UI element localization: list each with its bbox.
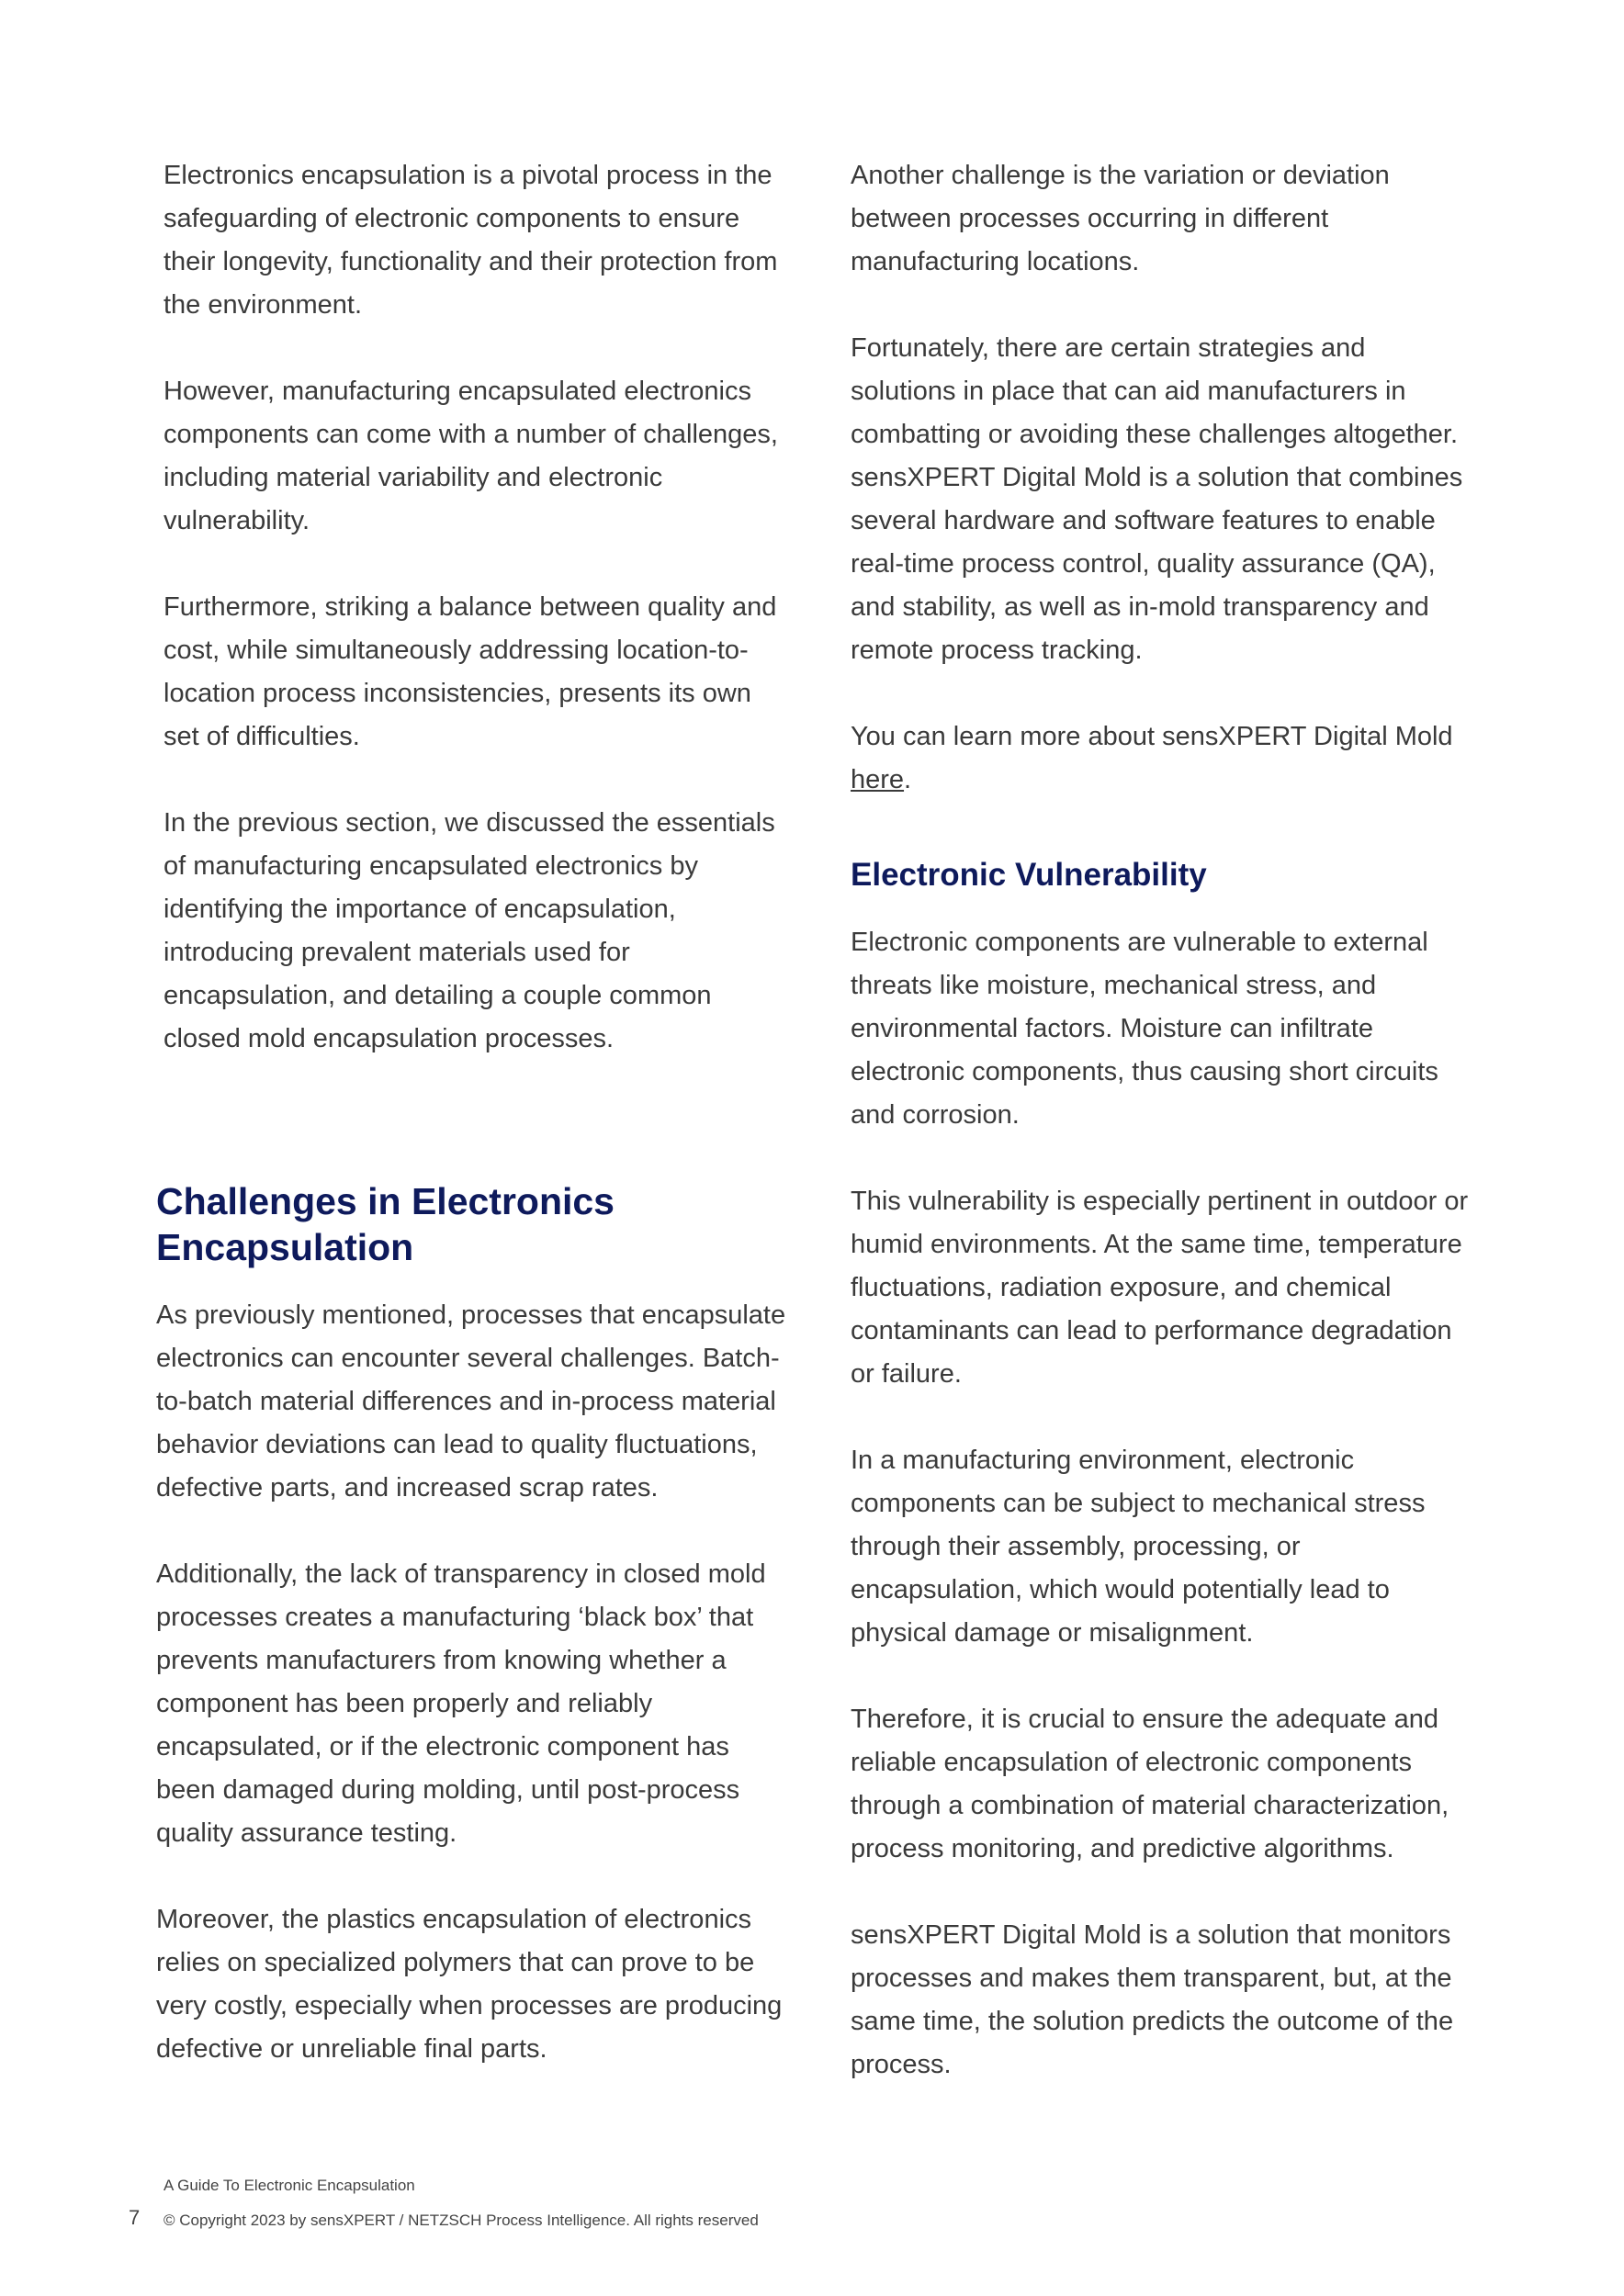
challenges-paragraph-2: Additionally, the lack of transparency in closed mold processes creates a manufacturing ‘black box’ that prevents manufacturers from knowing whether a component has been properly and reliably encapsulated, or if the electronic component has been damaged during molding, until post-process quality assurance testing. <box>156 1559 766 1848</box>
footer-document-title: A Guide To Electronic Encapsulation <box>164 2177 415 2194</box>
page-number: 7 <box>129 2206 141 2229</box>
challenges-paragraph-1: As previously mentioned, processes that encapsulate electronics can encounter several challenges. Batch-to-batch material differences and in-process material behavior deviations can lead to quality fluctuations, defective parts, and increased scrap rates. <box>156 1300 786 1503</box>
challenges-heading: Challenges in Electronics Encapsulation <box>156 1180 615 1268</box>
learn-more-period: . <box>904 765 912 794</box>
intro-paragraph-1: Electronics encapsulation is a pivotal process in the safeguarding of electronic components to ensure their longevity, functionality and their protection from the environment. <box>164 161 778 320</box>
challenges-section <box>156 1178 790 2114</box>
intro-paragraph-3: Furthermore, striking a balance between quality and cost, while simultaneously addressing location-to-location process inconsistencies, presents its own set of difficulties. <box>164 592 777 751</box>
learn-more-paragraph <box>851 715 1475 802</box>
learn-more-text: You can learn more about sensXPERT Digital Mold <box>851 722 1453 751</box>
vulnerability-heading: Electronic Vulnerability <box>851 857 1207 893</box>
vulnerability-paragraph-2: This vulnerability is especially pertinent in outdoor or humid environments. At the same time, temperature fluctuations, radiation exposure, and chemical contaminants can lead to performance degradation or failure. <box>851 1187 1469 1389</box>
here-link[interactable]: here <box>851 765 905 794</box>
vulnerability-paragraph-3: In a manufacturing environment, electronic components can be subject to mechanical stress through their assembly, processing, or encapsulation, which would potentially lead to physical damage or misalignment. <box>851 1446 1426 1648</box>
right-column <box>851 154 1475 2130</box>
challenges-paragraph-3: Moreover, the plastics encapsulation of electronics relies on specialized polymers that can prove to be very costly, especially when processes are producing defective or unreliable final parts. <box>156 1905 783 2064</box>
vulnerability-paragraph-1: Electronic components are vulnerable to external threats like moisture, mechanical stress, and environmental factors. Moisture can infiltrate electronic components, thus causing short circuits and corrosion. <box>851 928 1438 1130</box>
left-column-intro <box>164 154 788 1104</box>
intro-paragraph-4: In the previous section, we discussed the essentials of manufacturing encapsulated electronics by identifying the importance of encapsulation, introducing prevalent materials used for encapsulation, and detailing a couple common closed mold encapsulation processes. <box>164 808 775 1053</box>
vulnerability-paragraph-5: sensXPERT Digital Mold is a solution that monitors processes and makes them transparent, but, at the same time, the solution predicts the outcome of the process. <box>851 1920 1454 2079</box>
footer-copyright: © Copyright 2023 by sensXPERT / NETZSCH Process Intelligence. All rights reserved <box>164 2212 759 2229</box>
intro-paragraph-2: However, manufacturing encapsulated electronics components can come with a number of challenges, including material variability and electronic vulnerability. <box>164 377 778 535</box>
vulnerability-paragraph-4: Therefore, it is crucial to ensure the adequate and reliable encapsulation of electronic components through a combination of material characterization, process monitoring, and predictive algorithms. <box>851 1705 1449 1863</box>
right-paragraph-2: Fortunately, there are certain strategies and solutions in place that can aid manufacturers in combatting or avoiding these challenges altogether. sensXPERT Digital Mold is a solution that combines several hardware and software features to enable real-time process control, quality assurance (QA), and stability, as well as in-mold transparency and remote process tracking. <box>851 333 1463 665</box>
right-paragraph-1: Another challenge is the variation or deviation between processes occurring in different manufacturing locations. <box>851 161 1390 276</box>
